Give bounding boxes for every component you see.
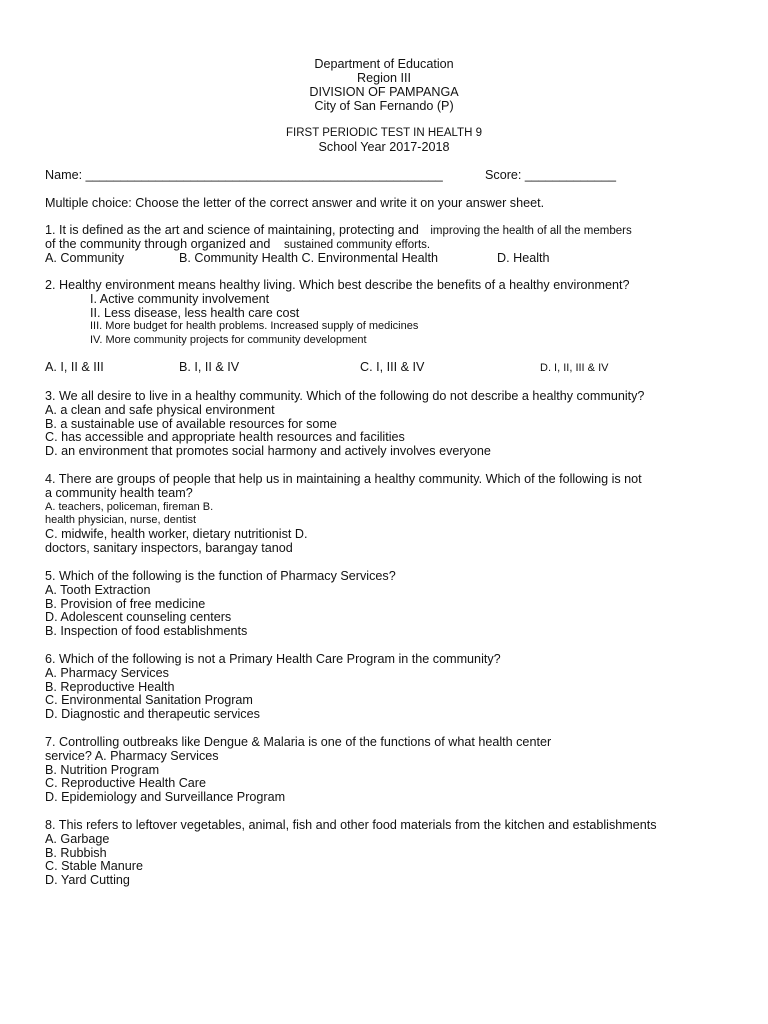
q8-option-d: D. Yard Cutting bbox=[45, 873, 130, 888]
q1-stem-part4: sustained community efforts. bbox=[283, 238, 431, 251]
q4-options-line3: C. midwife, health worker, dietary nutritionist D. bbox=[45, 527, 308, 542]
question-1 bbox=[45, 224, 745, 265]
name-score-line bbox=[45, 169, 725, 183]
q2-item-1: I. Active community involvement bbox=[90, 291, 270, 306]
q5-option-a: A. Tooth Extraction bbox=[45, 582, 151, 597]
header-city: City of San Fernando (P) bbox=[314, 99, 454, 113]
q1-stem-part1: 1. It is defined as the art and science of maintaining, protecting and bbox=[45, 223, 419, 237]
q7-option-d: D. Epidemiology and Surveillance Program bbox=[45, 790, 286, 805]
name-field: Name: ___________________________________________________ bbox=[45, 168, 443, 182]
q7-stem-line1: 7. Controlling outbreaks like Dengue & Malaria is one of the functions of what health center bbox=[45, 735, 552, 749]
q4-options-line4: doctors, sanitary inspectors, barangay tanod bbox=[45, 540, 293, 555]
q6-option-c: C. Environmental Sanitation Program bbox=[45, 693, 253, 708]
q2-stem: 2. Healthy environment means healthy living. Which best describe the benefits of a healthy environment? bbox=[45, 278, 630, 292]
q8-option-a: A. Garbage bbox=[45, 831, 110, 846]
test-title: FIRST PERIODIC TEST IN HEALTH 9 bbox=[286, 127, 482, 139]
q1-stem-part3: of the community through organized and bbox=[45, 236, 271, 251]
question-7 bbox=[45, 736, 745, 805]
q5-option-b-second: B. Inspection of food establishments bbox=[45, 624, 248, 639]
q6-option-d: D. Diagnostic and therapeutic services bbox=[45, 707, 260, 722]
q2-option-b: B. I, II & IV bbox=[179, 359, 240, 374]
q3-option-b: B. a sustainable use of available resources for some bbox=[45, 416, 337, 431]
question-3 bbox=[45, 390, 745, 459]
q1-option-d: D. Health bbox=[497, 250, 550, 265]
q3-stem: 3. We all desire to live in a healthy community. Which of the following do not describe a healthy community? bbox=[45, 389, 645, 403]
q4-options-line2: health physician, nurse, dentist bbox=[45, 514, 197, 527]
q8-option-b: B. Rubbish bbox=[45, 845, 107, 860]
q5-option-d: D. Adolescent counseling centers bbox=[45, 610, 232, 625]
q4-options-line1: A. teachers, policeman, fireman B. bbox=[45, 500, 214, 513]
q7-option-b: B. Nutrition Program bbox=[45, 762, 160, 777]
q2-item-3: III. More budget for health problems. Increased supply of medicines bbox=[90, 320, 419, 333]
q6-stem: 6. Which of the following is not a Primary Health Care Program in the community? bbox=[45, 652, 501, 666]
question-4 bbox=[45, 473, 745, 556]
q2-option-d: D. I, II, III & IV bbox=[540, 361, 609, 374]
score-field: Score: _____________ bbox=[485, 168, 616, 182]
q6-option-b: B. Reproductive Health bbox=[45, 679, 175, 694]
q3-option-a: A. a clean and safe physical environment bbox=[45, 402, 275, 417]
q5-option-b: B. Provision of free medicine bbox=[45, 596, 206, 611]
q2-item-4: IV. More community projects for community development bbox=[90, 334, 367, 347]
q5-stem: 5. Which of the following is the function of Pharmacy Services? bbox=[45, 569, 396, 583]
q1-option-a: A. Community bbox=[45, 250, 125, 265]
q2-option-a: A. I, II & III bbox=[45, 359, 104, 374]
header-region: Region III bbox=[357, 71, 411, 85]
q7-option-c: C. Reproductive Health Care bbox=[45, 776, 206, 791]
question-5 bbox=[45, 570, 745, 639]
q4-stem-line2: a community health team? bbox=[45, 485, 193, 500]
q6-option-a: A. Pharmacy Services bbox=[45, 665, 169, 680]
q2-item-2: II. Less disease, less health care cost bbox=[90, 305, 300, 320]
q1-option-b-c: B. Community Health C. Environmental Health bbox=[179, 250, 438, 265]
question-6 bbox=[45, 653, 745, 722]
header-department: Department of Education bbox=[314, 57, 454, 71]
q8-option-c: C. Stable Manure bbox=[45, 859, 144, 874]
q3-option-d: D. an environment that promotes social harmony and actively involves everyone bbox=[45, 444, 491, 459]
instructions: Multiple choice: Choose the letter of the correct answer and write it on your answer sheet. bbox=[45, 196, 545, 210]
q8-stem: 8. This refers to leftover vegetables, animal, fish and other food materials from the kitchen and establishments bbox=[45, 818, 657, 832]
header-division: DIVISION OF PAMPANGA bbox=[309, 85, 459, 99]
school-year: School Year 2017-2018 bbox=[318, 140, 450, 154]
question-8 bbox=[45, 819, 745, 888]
q7-stem-line2: service? A. Pharmacy Services bbox=[45, 748, 219, 763]
q4-stem-line1: 4. There are groups of people that help us in maintaining a healthy community. Which of the following is not bbox=[45, 472, 642, 486]
q3-option-c: C. has accessible and appropriate health resources and facilities bbox=[45, 430, 405, 445]
question-2 bbox=[45, 279, 745, 375]
q2-option-c: C. I, III & IV bbox=[360, 359, 425, 374]
q1-stem-part2: improving the health of all the members bbox=[430, 225, 632, 237]
test-title-block bbox=[0, 127, 768, 154]
document-header bbox=[0, 57, 768, 113]
